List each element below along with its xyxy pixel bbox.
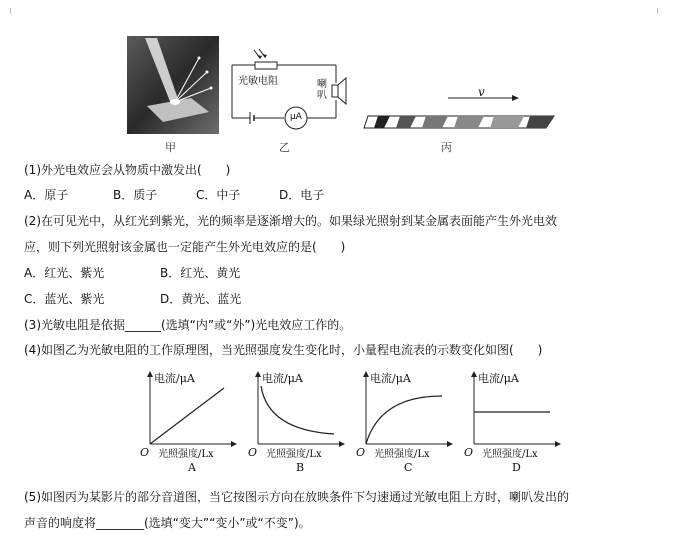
graph-d-ylabel: 电流/μA [478, 372, 519, 385]
figure-bing-soundtrack [362, 82, 562, 132]
graph-c-origin: O [356, 446, 366, 459]
graph-b-xlabel: 光照强度/Lx [266, 449, 322, 460]
graph-d-origin: O [464, 446, 474, 459]
graph-a-xlabel: 光照强度/Lx [158, 449, 214, 460]
graph-c-xlabel: 光照强度/Lx [374, 449, 430, 460]
speaker-label-1: 喇 [317, 79, 327, 90]
graph-a-letter: A [188, 461, 196, 474]
figure-bing-caption: 丙 [441, 141, 452, 154]
graph-b-origin: O [248, 446, 258, 459]
figure-jia-photo [127, 36, 219, 134]
q1-option-d: D．电子 [279, 188, 325, 202]
graph-b-curve [261, 386, 334, 434]
graph-a-ylabel: 电流/μA [154, 372, 195, 385]
graphs-root [140, 371, 558, 474]
graph-d-letter: D [512, 461, 521, 474]
q2-option-a: A．红光、紫光 [24, 266, 105, 280]
graph-a-curve [150, 388, 224, 444]
q2-option-b: B．红光、黄光 [160, 266, 241, 280]
meter-label: μA [290, 112, 302, 122]
q1-option-c: C．中子 [196, 188, 241, 202]
figure-yi-caption: 乙 [279, 141, 290, 154]
graph-d-xlabel: 光照强度/Lx [482, 449, 538, 460]
corner-mark-right [657, 8, 658, 14]
q5-stem-line1: (5)如图丙为某影片的部分音道图，当它按图示方向在放映条件下匀速通过光敏电阻上方时，喇叭发出的 [24, 490, 570, 504]
q2-stem-line2: 应，则下列光照射该金属也一定能产生外光电效应的是( ) [24, 240, 346, 254]
graph-a-origin: O [140, 446, 150, 459]
q4-graphs [130, 364, 570, 484]
corner-mark-left [10, 8, 11, 14]
q1-option-b: B．质子 [113, 188, 158, 202]
q2-option-d: D．黄光、蓝光 [160, 292, 242, 306]
q2-option-c: C．蓝光、紫光 [24, 292, 105, 306]
velocity-label: v [478, 85, 485, 99]
graph-c-ylabel: 电流/μA [370, 372, 411, 385]
graph-c-curve [366, 396, 442, 444]
q1-option-a: A．原子 [24, 188, 69, 202]
graph-b-letter: B [296, 461, 305, 474]
resistor-label: 光敏电阻 [238, 76, 278, 87]
q4-stem: (4)如图乙为光敏电阻的工作原理图，当光照强度发生变化时，小量程电流表的示数变化如图( ) [24, 343, 543, 357]
q1-stem: (1)外光电效应会从物质中激发出( ) [24, 163, 231, 177]
figure-jia-caption: 甲 [165, 141, 176, 154]
speaker-label-2: 叭 [317, 90, 327, 101]
q3-stem: (3)光敏电阻是依据______(选填“内”或“外”)光电效应工作的。 [24, 318, 352, 332]
q2-stem-line1: (2)在可见光中，从红光到紫光，光的频率是逐渐增大的。如果绿光照射到某金属表面能产生外光电效 [24, 214, 558, 228]
graph-c-letter: C [404, 461, 413, 474]
graph-b-ylabel: 电流/μA [262, 372, 303, 385]
q5-stem-line2: 声音的响度将________(选填“变大”“变小”或“不变”)。 [24, 516, 311, 530]
